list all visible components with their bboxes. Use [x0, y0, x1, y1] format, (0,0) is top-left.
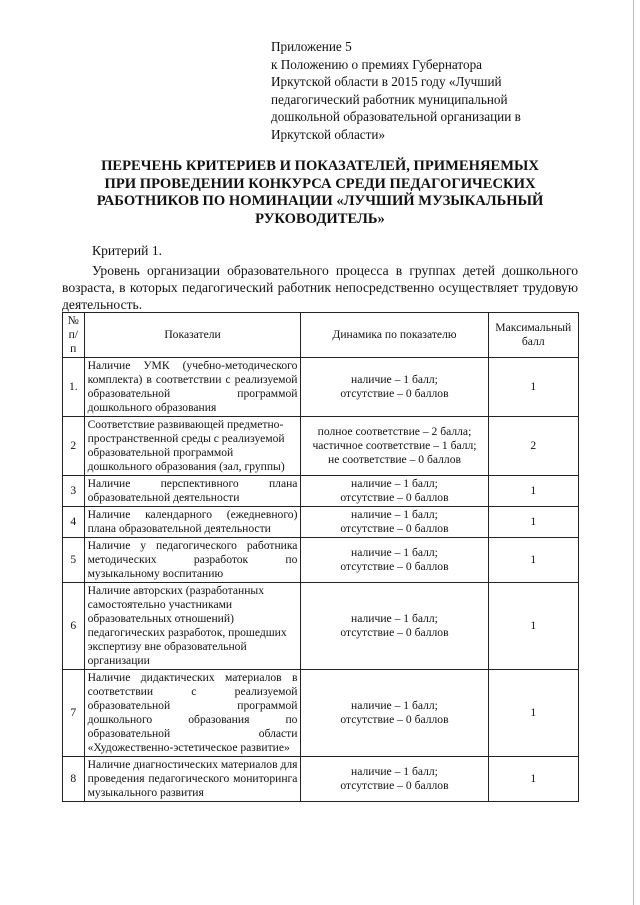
dynamics-line: отсутствие – 0 баллов	[340, 713, 449, 726]
table-row	[63, 358, 579, 417]
row-number: 3	[63, 476, 85, 507]
dynamics-line: частичное соответствие – 1 балл;	[312, 439, 477, 452]
row-dynamics	[301, 583, 488, 670]
row-indicator: Наличие календарного (ежедневного) плана образовательной деятельности	[84, 507, 301, 538]
dynamics-line: не соответствие – 0 баллов	[327, 453, 461, 466]
criterion-number: Критерий 1.	[92, 243, 163, 258]
appendix-note	[271, 38, 591, 144]
title-line: РУКОВОДИТЕЛЬ»	[255, 210, 385, 227]
row-number: 4	[63, 507, 85, 538]
row-max-score: 1	[488, 757, 578, 802]
title-line: ПРИ ПРОВЕДЕНИИ КОНКУРСА СРЕДИ ПЕДАГОГИЧЕСКИХ	[104, 175, 536, 192]
appendix-line: Иркутской области в 2015 году «Лучший	[271, 74, 502, 90]
table-row	[63, 538, 579, 583]
dynamics-line: наличие – 1 балл;	[351, 373, 438, 386]
dynamics-line: полное соответствие – 2 балла;	[317, 425, 472, 438]
table-row	[63, 757, 579, 802]
dynamics-line: наличие – 1 балл;	[351, 477, 438, 490]
row-max-score: 1	[488, 583, 578, 670]
dynamics-line: отсутствие – 0 баллов	[340, 387, 449, 400]
header-number: № п/п	[63, 313, 85, 358]
header-dynamics: Динамика по показателю	[301, 313, 488, 358]
row-max-score: 1	[488, 670, 578, 757]
row-max-score: 1	[488, 507, 578, 538]
criteria-table	[62, 312, 579, 802]
row-max-score: 1	[488, 476, 578, 507]
row-max-score: 1	[488, 358, 578, 417]
row-dynamics	[301, 476, 488, 507]
dynamics-line: отсутствие – 0 баллов	[340, 560, 449, 573]
row-number: 7	[63, 670, 85, 757]
appendix-line: Приложение 5	[271, 39, 352, 54]
header-indicators: Показатели	[84, 313, 301, 358]
appendix-line: дошкольной образовательной организации в	[271, 109, 521, 125]
dynamics-line: наличие – 1 балл;	[351, 612, 438, 625]
table-row	[63, 417, 579, 476]
dynamics-line: наличие – 1 балл;	[351, 508, 438, 521]
appendix-line: педагогический работник муниципальной	[271, 91, 508, 107]
table-row	[63, 670, 579, 757]
row-dynamics	[301, 670, 488, 757]
criterion-text: Уровень организации образовательного процесса в группах детей дошкольного возраста, в которых педагогический работник непосредственно осуществляет трудовую деятельность.	[62, 263, 578, 312]
row-indicator: Соответствие развивающей предметно-пространственной среды с реализуемой образовательной программой дошкольного образования (зал, группы)	[84, 417, 301, 476]
row-indicator: Наличие авторских (разработанных самостоятельно участниками образовательных отношений) педагогических разработок, прошедших экспертизу вне образовательной организации	[84, 583, 301, 670]
appendix-line: Иркутской области»	[271, 126, 386, 142]
row-max-score: 1	[488, 538, 578, 583]
row-dynamics	[301, 757, 488, 802]
table-row	[63, 476, 579, 507]
row-dynamics	[301, 538, 488, 583]
row-indicator: Наличие перспективного плана образовательной деятельности	[84, 476, 301, 507]
row-number: 6	[63, 583, 85, 670]
appendix-line: к Положению о премиях Губернатора	[271, 56, 483, 72]
row-max-score: 2	[488, 417, 578, 476]
row-indicator: Наличие у педагогического работника методических разработок по музыкальному воспитанию	[84, 538, 301, 583]
row-number: 2	[63, 417, 85, 476]
row-indicator: Наличие диагностических материалов для проведения педагогического мониторинга музыкального развития	[84, 757, 301, 802]
table-row	[63, 507, 579, 538]
row-indicator: Наличие дидактических материалов в соответствии с реализуемой образовательной программой дошкольного образования по образовательной области «Художественно-эстетическое развитие»	[84, 670, 301, 757]
row-indicator: Наличие УМК (учебно-методического комплекта) в соответствии с реализуемой образовательной программой дошкольного образования	[84, 358, 301, 417]
row-number: 1.	[63, 358, 85, 417]
dynamics-line: наличие – 1 балл;	[351, 699, 438, 712]
header-max-score: Максимальный балл	[488, 313, 578, 358]
table-row	[63, 583, 579, 670]
document-title	[60, 158, 580, 228]
dynamics-line: наличие – 1 балл;	[351, 765, 438, 778]
dynamics-line: отсутствие – 0 баллов	[340, 522, 449, 535]
page-edge	[633, 0, 634, 905]
table-header-row	[63, 313, 579, 358]
title-line: ПЕРЕЧЕНЬ КРИТЕРИЕВ И ПОКАЗАТЕЛЕЙ, ПРИМЕНЯЕМЫХ	[101, 158, 539, 174]
row-number: 8	[63, 757, 85, 802]
row-number: 5	[63, 538, 85, 583]
row-dynamics	[301, 358, 488, 417]
row-dynamics	[301, 507, 488, 538]
row-dynamics	[301, 417, 488, 476]
title-line: РАБОТНИКОВ ПО НОМИНАЦИИ «ЛУЧШИЙ МУЗЫКАЛЬНЫЙ	[96, 193, 544, 209]
dynamics-line: отсутствие – 0 баллов	[340, 491, 449, 504]
dynamics-line: наличие – 1 балл;	[351, 546, 438, 559]
dynamics-line: отсутствие – 0 баллов	[340, 779, 449, 792]
dynamics-line: отсутствие – 0 баллов	[340, 626, 449, 639]
